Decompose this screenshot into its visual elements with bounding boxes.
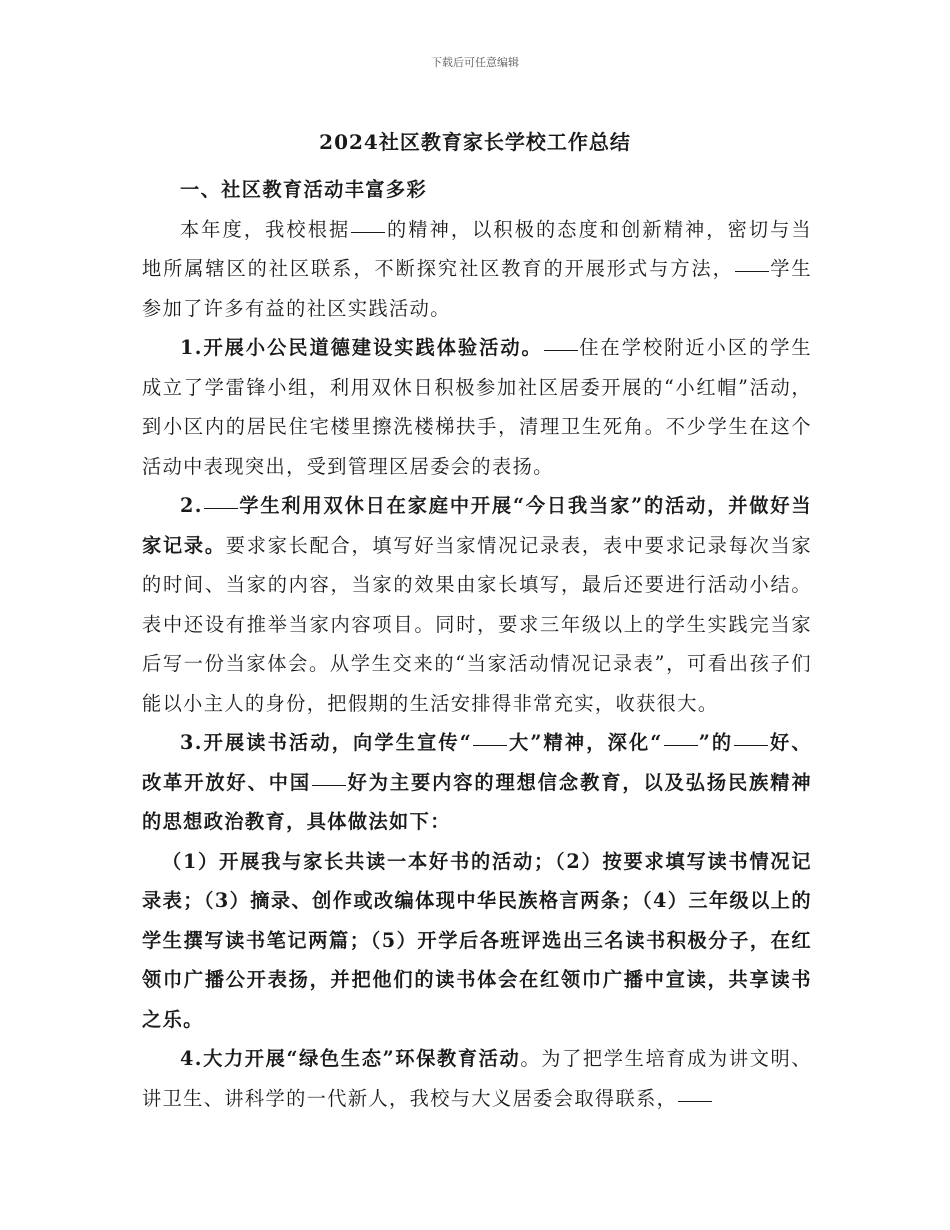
document-title: 2024社区教育家长学校工作总结	[319, 130, 631, 154]
item-4-text: 。为了把学生培育成为讲文明、讲卫生、讲科学的一代新人，我校与大义居委会取得联系，	[142, 1047, 812, 1110]
item-4-lead: 4.大力开展“绿色生态”环保教育活动	[180, 1047, 521, 1070]
fill-blank	[664, 744, 698, 746]
item-2-text: 要求家长配合，填写好当家情况记录表，表中要求记录每次当家的时间、当家的内容，当家的效果由家长填写，最后还要进行活动小结。表中还设有推举当家内容项目。同时，要求三年级以上的学生实践完当家后写一份当家体会。从学生交来的“当家活动情况记录表”，可看出孩子们能以小主人的身份，把假期的生活安排得非常充实，收获很大。	[142, 533, 812, 715]
fill-blank	[544, 349, 578, 351]
item-1-paragraph	[142, 328, 812, 486]
section-heading: 一、社区教育活动丰富多彩	[180, 178, 428, 201]
item-2-lead-a: 2.	[180, 494, 203, 517]
item-3-list: （1）开展我与家长共读一本好书的活动；（2）按要求填写读书情况记录表；（3）摘录、创作或改编体现中华民族格言两条；（4）三年级以上的学生撰写读书笔记两篇；（5）开学后各班评选出三名读书积极分子，在红领巾广播公开表扬，并把他们的读书体会在红领巾广播中宣读，共享读书之乐。	[142, 849, 812, 1031]
document-body	[142, 170, 812, 1118]
item-3-text-a: 3.开展读书活动，向学生宣传“	[180, 731, 473, 754]
item-2-lead-b: 学生利用双休日在家庭中开展“今日我当家”的活动，并做好当家记录。	[142, 494, 812, 557]
intro-text-a: 本年度，我校根据	[180, 217, 351, 241]
fill-blank	[734, 744, 768, 746]
item-3-paragraph	[142, 723, 812, 842]
item-3-text-c: ”的	[698, 731, 734, 754]
item-1-lead: 1.开展小公民道德建设实践体验活动。	[180, 336, 543, 359]
fill-blank	[678, 1100, 712, 1102]
item-1-text: 住在学校附近小区的学生成立了学雷锋小组，利用双休日积极参加社区居委开展的“小红帽”活动，到小区内的居民住宅楼里擦洗楼梯扶手，清理卫生死角。不少学生在这个活动中表现突出，受到管理区居委会的表扬。	[142, 336, 812, 478]
item-3-text-e: 好为主要内容的理想信念教育，以及弘扬民族精神的思想政治教育，具体做法如下：	[142, 770, 812, 833]
intro-paragraph	[142, 210, 812, 329]
item-4-paragraph	[142, 1039, 812, 1118]
item-3-text-d: 好、改革开放好、中国	[142, 731, 812, 794]
intro-text-b: 的精神，以积极的态度和创新精神，密切与当地所属辖区的社区联系，不断探究社区教育的开展形式与方法，	[142, 217, 813, 280]
item-2-paragraph	[142, 486, 812, 723]
fill-blank	[351, 231, 385, 233]
item-3-text-b: 大”精神，深化“	[508, 731, 663, 754]
fill-blank	[735, 270, 769, 272]
header-note: 下载后可任意编辑	[431, 56, 519, 69]
fill-blank	[204, 507, 238, 509]
fill-blank	[473, 744, 507, 746]
intro-text-c: 学生参加了许多有益的社区实践活动。	[142, 257, 812, 320]
fill-blank	[312, 784, 346, 786]
